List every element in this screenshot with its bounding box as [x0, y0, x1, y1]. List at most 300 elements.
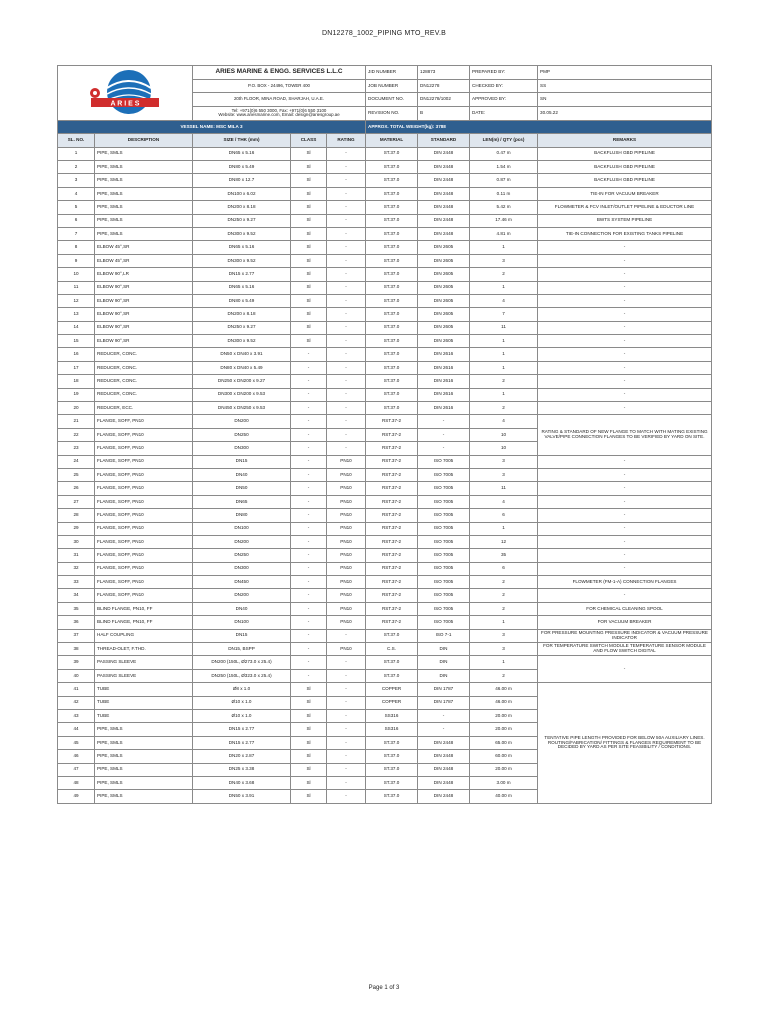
table-row — [58, 629, 712, 642]
table-row — [58, 160, 712, 173]
description: PIPE, SMLS — [95, 776, 193, 789]
size-thk: DN40 — [193, 468, 291, 481]
size-thk: DN80 x 5.49 — [193, 160, 291, 173]
table-row — [58, 455, 712, 468]
remarks: FOR VACUUM BREAKER — [538, 616, 712, 629]
description: REDUCER, CONC. — [95, 361, 193, 374]
table-row — [58, 388, 712, 401]
size-thk: DN50 — [193, 482, 291, 495]
rating: PN10 — [327, 535, 366, 548]
material: ST.37.0 — [366, 147, 418, 160]
size-thk: DN450 — [193, 576, 291, 589]
len-qty: 2 — [470, 589, 538, 602]
material: ST.37.0 — [366, 227, 418, 240]
sl-no: 49 — [58, 790, 95, 803]
size-thk: DN300 x 9.52 — [193, 254, 291, 267]
sl-no: 42 — [58, 696, 95, 709]
material: RST.37-2 — [366, 509, 418, 522]
len-qty: 1 — [470, 348, 538, 361]
standard: ISO 7005 — [418, 616, 470, 629]
table-row — [58, 509, 712, 522]
table-row — [58, 683, 712, 696]
description: FLANGE, SOFF, PN10 — [95, 495, 193, 508]
remarks: FLOWMETER & FCV INLET/OUTLET PIPELINE & EDUCTOR LINE — [538, 201, 712, 214]
material: ST.37.0 — [366, 241, 418, 254]
len-qty: 0.47 m — [470, 147, 538, 160]
len-qty: 11 — [470, 321, 538, 334]
size-thk: DN300 x 9.52 — [193, 335, 291, 348]
table-row — [58, 201, 712, 214]
rating: - — [327, 254, 366, 267]
size-thk: DN300 — [193, 442, 291, 455]
description: REDUCER, CONC. — [95, 348, 193, 361]
description: REDUCER, CONC. — [95, 388, 193, 401]
standard: ISO 7005 — [418, 602, 470, 615]
size-thk: DN65 x 5.16 — [193, 241, 291, 254]
size-thk: DN300 x 9.52 — [193, 227, 291, 240]
description: REDUCER, ECC. — [95, 402, 193, 415]
table-row — [58, 241, 712, 254]
size-thk: DN40 x 3.68 — [193, 776, 291, 789]
material: ST.37.0 — [366, 160, 418, 173]
description: TUBE — [95, 683, 193, 696]
material: ST.37.0 — [366, 321, 418, 334]
description: FLANGE, SOFF, PN10 — [95, 549, 193, 562]
rating: - — [327, 187, 366, 200]
table-row — [58, 375, 712, 388]
len-qty: 2 — [470, 576, 538, 589]
len-qty: 6 — [470, 509, 538, 522]
size-thk: DN300 — [193, 562, 291, 575]
len-qty: 2 — [470, 375, 538, 388]
remarks: - — [538, 281, 712, 294]
remarks: - — [538, 294, 712, 307]
rating: - — [327, 629, 366, 642]
len-qty: 3 — [470, 643, 538, 656]
standard: ISO 7005 — [418, 549, 470, 562]
company-logo — [58, 66, 193, 121]
size-thk: DN65 x 5.16 — [193, 147, 291, 160]
rating: - — [327, 776, 366, 789]
material: ST.37.0 — [366, 308, 418, 321]
material: ST.37.0 — [366, 776, 418, 789]
sl-no: 14 — [58, 321, 95, 334]
rating: - — [327, 790, 366, 803]
class: - — [291, 348, 327, 361]
table-row — [58, 294, 712, 307]
standard: DIN 2616 — [418, 348, 470, 361]
col-header: SIZE / THK (mm) — [193, 134, 291, 147]
class: Sl — [291, 254, 327, 267]
len-qty: 12 — [470, 535, 538, 548]
remarks: TIE-IN FOR VACUUM BREAKER — [538, 187, 712, 200]
description: ELBOW 90°,SR — [95, 281, 193, 294]
size-thk: DN80 x DN40 x 5.49 — [193, 361, 291, 374]
standard: DIN 2605 — [418, 294, 470, 307]
rating: PN10 — [327, 562, 366, 575]
standard: ISO 7005 — [418, 468, 470, 481]
len-qty: 3 — [470, 468, 538, 481]
standard: - — [418, 723, 470, 736]
description: ELBOW 45°,SR — [95, 241, 193, 254]
size-thk: Ø10 x 1.0 — [193, 696, 291, 709]
description: PIPE, SMLS — [95, 214, 193, 227]
meta-value: 128873 — [418, 66, 470, 80]
material: ST.37.0 — [366, 361, 418, 374]
description: PIPE, SMLS — [95, 174, 193, 187]
len-qty: 1 — [470, 522, 538, 535]
class: - — [291, 576, 327, 589]
sl-no: 46 — [58, 750, 95, 763]
len-qty: 20.00 m — [470, 710, 538, 723]
size-thk: DN100 — [193, 522, 291, 535]
size-thk: DN200 (150L, Ø273.0 x 25.4) — [193, 656, 291, 669]
standard: DIN 2448 — [418, 790, 470, 803]
material: ST.37.0 — [366, 174, 418, 187]
mto-table — [57, 65, 712, 804]
col-header: CLASS — [291, 134, 327, 147]
standard: - — [418, 415, 470, 428]
size-thk: DN100 x 6.02 — [193, 187, 291, 200]
class: - — [291, 415, 327, 428]
description: ELBOW 90°,SR — [95, 308, 193, 321]
material: SS316 — [366, 723, 418, 736]
sl-no: 30 — [58, 535, 95, 548]
len-qty: 1 — [470, 241, 538, 254]
len-qty: 1 — [470, 361, 538, 374]
description: ELBOW 45°,SR — [95, 254, 193, 267]
sl-no: 41 — [58, 683, 95, 696]
rating: PN10 — [327, 455, 366, 468]
description: FLANGE, SOFF, PN10 — [95, 522, 193, 535]
class: Sl — [291, 187, 327, 200]
class: - — [291, 375, 327, 388]
rating: - — [327, 736, 366, 749]
rating: - — [327, 763, 366, 776]
sl-no: 47 — [58, 763, 95, 776]
meta-value: DN12278/1002 — [418, 93, 470, 107]
material: COPPER — [366, 696, 418, 709]
rating: - — [327, 335, 366, 348]
class: Sl — [291, 790, 327, 803]
description: THREAD-OLET, F.THD. — [95, 643, 193, 656]
table-row — [58, 482, 712, 495]
standard: DIN 2605 — [418, 308, 470, 321]
material: RST.37-2 — [366, 576, 418, 589]
total-weight: APPROX. TOTAL WEIGHT(kg): 3788 — [366, 120, 712, 133]
len-qty: 3.00 m — [470, 776, 538, 789]
rating: - — [327, 147, 366, 160]
len-qty: 1 — [470, 335, 538, 348]
class: - — [291, 589, 327, 602]
sl-no: 13 — [58, 308, 95, 321]
table-row — [58, 268, 712, 281]
meta-value: DN12278 — [418, 79, 470, 93]
rating: - — [327, 375, 366, 388]
remarks: BACKFLUSH GBD PIPELINE — [538, 160, 712, 173]
len-qty: 60.00 m — [470, 750, 538, 763]
table-row — [58, 361, 712, 374]
class: Sl — [291, 147, 327, 160]
size-thk: DN50 x DN40 x 3.91 — [193, 348, 291, 361]
table-row — [58, 656, 712, 669]
size-thk: Ø10 x 1.0 — [193, 710, 291, 723]
standard: ISO 7005 — [418, 482, 470, 495]
size-thk: DN200 — [193, 415, 291, 428]
class: - — [291, 361, 327, 374]
material: RST.37-2 — [366, 415, 418, 428]
material: ST.37.0 — [366, 348, 418, 361]
rating: - — [327, 710, 366, 723]
col-header: DESCRIPTION — [95, 134, 193, 147]
remarks: - — [538, 656, 712, 683]
len-qty: 11 — [470, 482, 538, 495]
material: RST.37-2 — [366, 468, 418, 481]
col-header: LEN(m) / QTY (pcs) — [470, 134, 538, 147]
remarks: - — [538, 268, 712, 281]
material: ST.37.0 — [366, 669, 418, 682]
len-qty: 46.00 m — [470, 683, 538, 696]
description: PIPE, SMLS — [95, 227, 193, 240]
col-header: REMARKS — [538, 134, 712, 147]
class: Sl — [291, 201, 327, 214]
standard: - — [418, 428, 470, 441]
rating: - — [327, 669, 366, 682]
rating: PN10 — [327, 509, 366, 522]
class: Sl — [291, 736, 327, 749]
size-thk: DN200 x 8.18 — [193, 201, 291, 214]
standard: ISO 7005 — [418, 576, 470, 589]
rating: - — [327, 308, 366, 321]
sl-no: 26 — [58, 482, 95, 495]
remarks: - — [538, 509, 712, 522]
len-qty: 1 — [470, 388, 538, 401]
len-qty: 46.00 m — [470, 696, 538, 709]
remarks: FOR TEMPERATURE SWITCH MODULE TEMPERATURE SENSOR MODULE AND FLOW SWITCH DIGITAL — [538, 643, 712, 656]
len-qty: 2 — [470, 268, 538, 281]
standard: DIN 2448 — [418, 736, 470, 749]
class: - — [291, 656, 327, 669]
len-qty: 20.00 m — [470, 723, 538, 736]
size-thk: DN15 — [193, 455, 291, 468]
remarks: - — [538, 321, 712, 334]
col-header: RATING — [327, 134, 366, 147]
description: PIPE, SMLS — [95, 160, 193, 173]
description: FLANGE, SOFF, PN10 — [95, 509, 193, 522]
description: ELBOW 90°,SR — [95, 321, 193, 334]
standard: ISO 7005 — [418, 535, 470, 548]
sl-no: 29 — [58, 522, 95, 535]
description: FLANGE, SOFF, PN10 — [95, 455, 193, 468]
vessel-name: VESSEL NAME: MSC MILA 3 — [58, 120, 366, 133]
standard: ISO 7005 — [418, 509, 470, 522]
remarks: - — [538, 495, 712, 508]
standard: DIN 1787 — [418, 683, 470, 696]
table-row — [58, 254, 712, 267]
sl-no: 18 — [58, 375, 95, 388]
col-header: MATERIAL — [366, 134, 418, 147]
len-qty: 35 — [470, 549, 538, 562]
meta-label: PREPARED BY: — [470, 66, 538, 80]
standard: DIN 1787 — [418, 696, 470, 709]
sl-no: 37 — [58, 629, 95, 642]
material: ST.37.0 — [366, 790, 418, 803]
description: FLANGE, SOFF, PN10 — [95, 442, 193, 455]
sl-no: 36 — [58, 616, 95, 629]
rating: - — [327, 281, 366, 294]
class: Sl — [291, 710, 327, 723]
description: FLANGE, SOFF, PN10 — [95, 482, 193, 495]
meta-value: SS — [538, 79, 712, 93]
size-thk: Ø8 x 1.0 — [193, 683, 291, 696]
len-qty: 4 — [470, 415, 538, 428]
rating: - — [327, 361, 366, 374]
size-thk: DN200 — [193, 589, 291, 602]
standard: ISO 7005 — [418, 562, 470, 575]
remarks: - — [538, 468, 712, 481]
sl-no: 43 — [58, 710, 95, 723]
len-qty: 4 — [470, 495, 538, 508]
rating: PN10 — [327, 576, 366, 589]
rating: - — [327, 321, 366, 334]
description: ELBOW 90°,SR — [95, 294, 193, 307]
rating: - — [327, 656, 366, 669]
class: Sl — [291, 241, 327, 254]
rating: - — [327, 174, 366, 187]
table-row — [58, 214, 712, 227]
len-qty: 1 — [470, 616, 538, 629]
rating: - — [327, 428, 366, 441]
class: - — [291, 468, 327, 481]
standard: DIN 2448 — [418, 776, 470, 789]
class: - — [291, 643, 327, 656]
len-qty: 40.00 m — [470, 790, 538, 803]
table-row — [58, 174, 712, 187]
material: RST.37-2 — [366, 428, 418, 441]
rating: - — [327, 415, 366, 428]
size-thk: DN450 x DN250 x 9.53 — [193, 402, 291, 415]
class: Sl — [291, 281, 327, 294]
remarks: - — [538, 375, 712, 388]
table-row — [58, 335, 712, 348]
remarks: TIE-IN CONNECTION FOR EXISTING TANKS PIPELINE — [538, 227, 712, 240]
table-row — [58, 495, 712, 508]
company-website: Website: www.ariesmarine.com, Email: design@ariesgroup.ae — [218, 112, 340, 118]
remarks: - — [538, 254, 712, 267]
remarks: - — [538, 361, 712, 374]
rating: - — [327, 294, 366, 307]
description: BLIND FLANGE, PN10, FF — [95, 616, 193, 629]
remarks: TENTATIVE PIPE LENGTH PROVIDED FOR BELOW 50A AUXILIARY LINES. ROUTING/FABRICATION/ FITTINGS & FLANGES REQUIREMENT TO BE DECIDED BY YARD AS PER SITE FEASIBILITY / CONDITIONS. — [538, 683, 712, 804]
company-phone: Tel: +971(0)6 550 3000, Fax: +971(0)6 550 3100 — [231, 107, 327, 113]
description: PIPE, SMLS — [95, 147, 193, 160]
remarks: - — [538, 335, 712, 348]
sl-no: 8 — [58, 241, 95, 254]
table-row — [58, 147, 712, 160]
material: ST.37.0 — [366, 388, 418, 401]
size-thk: DN20 x 2.87 — [193, 750, 291, 763]
sl-no: 25 — [58, 468, 95, 481]
size-thk: DN65 x 5.16 — [193, 281, 291, 294]
remarks: FOR CHEMICAL CLEANING SPOOL — [538, 602, 712, 615]
len-qty: 20.00 m — [470, 763, 538, 776]
sl-no: 44 — [58, 723, 95, 736]
standard: DIN 2605 — [418, 254, 470, 267]
sl-no: 7 — [58, 227, 95, 240]
company-contact — [193, 107, 366, 121]
material: ST.37.0 — [366, 763, 418, 776]
table-row — [58, 643, 712, 656]
sl-no: 9 — [58, 254, 95, 267]
class: Sl — [291, 696, 327, 709]
table-row — [58, 348, 712, 361]
remarks: - — [538, 562, 712, 575]
material: COPPER — [366, 683, 418, 696]
sl-no: 34 — [58, 589, 95, 602]
meta-label: CHECKED BY: — [470, 79, 538, 93]
material: RST.37-2 — [366, 616, 418, 629]
table-row — [58, 415, 712, 428]
description: FLANGE, SOFF, PN10 — [95, 415, 193, 428]
sl-no: 3 — [58, 174, 95, 187]
remarks: - — [538, 455, 712, 468]
rating: - — [327, 723, 366, 736]
rating: PN10 — [327, 616, 366, 629]
size-thk: DN40 — [193, 602, 291, 615]
description: FLANGE, SOFF, PN10 — [95, 589, 193, 602]
class: Sl — [291, 160, 327, 173]
material: ST.37.0 — [366, 656, 418, 669]
rating: - — [327, 348, 366, 361]
sl-no: 45 — [58, 736, 95, 749]
meta-value: B — [418, 107, 470, 121]
table-row — [58, 535, 712, 548]
remarks: - — [538, 241, 712, 254]
size-thk: DN25 x 3.38 — [193, 763, 291, 776]
size-thk: DN250 — [193, 428, 291, 441]
sl-no: 33 — [58, 576, 95, 589]
len-qty: 2 — [470, 402, 538, 415]
size-thk: DN15 x 2.77 — [193, 723, 291, 736]
page-number: Page 1 of 3 — [368, 985, 400, 991]
table-row — [58, 321, 712, 334]
standard: DIN — [418, 643, 470, 656]
len-qty: 0.87 m — [470, 174, 538, 187]
material: ST.37.0 — [366, 187, 418, 200]
rating: - — [327, 268, 366, 281]
len-qty: 7 — [470, 308, 538, 321]
class: - — [291, 455, 327, 468]
class: Sl — [291, 335, 327, 348]
len-qty: 10 — [470, 428, 538, 441]
standard: DIN 2448 — [418, 147, 470, 160]
material: ST.37.0 — [366, 201, 418, 214]
class: - — [291, 616, 327, 629]
description: ELBOW 90°,SR — [95, 335, 193, 348]
len-qty: 2 — [470, 602, 538, 615]
rating: - — [327, 214, 366, 227]
table-row — [58, 187, 712, 200]
table-row — [58, 522, 712, 535]
remarks: - — [538, 589, 712, 602]
table-row — [58, 549, 712, 562]
sl-no: 32 — [58, 562, 95, 575]
standard: DIN 2448 — [418, 160, 470, 173]
col-header: STANDARD — [418, 134, 470, 147]
len-qty: 1 — [470, 281, 538, 294]
description: PIPE, SMLS — [95, 750, 193, 763]
company-address: 20th FLOOR, MINA ROAD, SHARJAH, U.A.E. — [193, 93, 366, 107]
